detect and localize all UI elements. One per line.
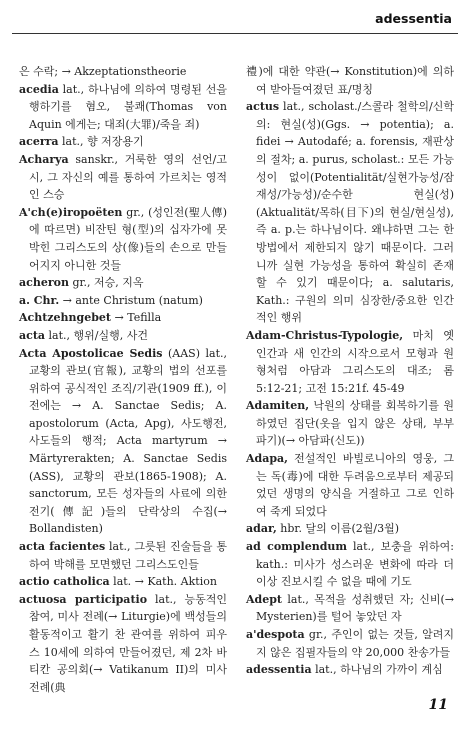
dictionary-entry [246,98,454,327]
dictionary-entry [246,626,454,661]
guide-word: adessentia [375,11,452,26]
headword: Adapa, [246,452,289,466]
dictionary-entry [19,538,227,573]
dictionary-entry [19,309,227,327]
definition: 낙원의 상태를 회복하기를 원하였던 집단(옷을 입지 않은 상태, 부부 파기)(→ 아담파(신도)) [256,399,454,448]
dictionary-entry [19,81,227,134]
headword: Adam-Christus-Typologie, [246,328,404,342]
header-rule [12,33,458,34]
dictionary-entry [19,63,227,81]
dictionary-entry [19,204,227,274]
right-column [246,63,454,679]
definition: lat., 능동적인 참여, 미사 전례(→ Liturgie)에 백성들의 활동적이고 활기 찬 관여를 위하여 피우스 10세에 의하여 만들어졌던, 제 2차 바티칸 공의회(→ Vatikanum II)의 미사 전례(典 [29,592,227,694]
dictionary-entry [246,591,454,626]
definition: 禮)에 대한 약관(→ Konstitution)에 의하여 받아들여졌던 표/명칭 [246,65,454,96]
left-column [19,63,227,696]
dictionary-entry [246,63,454,98]
headword: Adamiten, [246,399,310,413]
definition: lat., 향 저장용기 [58,135,144,149]
page-header [0,0,470,30]
dictionary-entry [19,345,227,539]
headword: a. Chr. [19,293,60,307]
dictionary-entry [19,274,227,292]
dictionary-entry [19,292,227,310]
headword: acheron [19,276,69,290]
definition: 은 수락; → Akzeptationstheorie [19,65,187,78]
definition: (AAS) lat., 교황의 관보(官報), 교황의 법의 선포를 위하여 공식적인 조직/기관(1909 ff.), 이전에는 → A. Sanctae Sedis; A. apostolorum (Acta, Apg), 사도행전, 사도들의 행적; Acta martyrum → Märtyrerakten; A. Sanctae Sedis (ASS), 교황의 관보(1865-1908); A. sanctorum, 모든 성자들의 사료에 의한 전기(傳記)들의 단락상의 수집(→ Bollandisten) [29,346,227,536]
definition: 마치 옛 인간과 새 인간의 시작으로서 모형과 원형처럼 아담과 그리스도의 대조; 롬 5:12-21; 고전 15:21f. 45-49 [256,328,454,395]
headword: actus [246,100,280,114]
definition: lat., 하나님의 가까이 계심 [311,663,443,677]
definition: lat., scholast./스콜라 철학의/신학의: 현실(성)(Ggs. → potentia); a. fidei → Autodafé; a. forensis, 재판상의 절차; a. purus, scholast.: 모든 가능성이 없이(Potentialität/실현가능성/잠재성/가능성)/순수한 현실(성)(Aktualität/목하(目下)의 현실/현실성), 즉 a. p.는 하나님이다. 왜냐하면 그는 한 방법에서 제한되지 않기 때문이다. 그러니까 실현 가능성을 통하여 확실히 존재할 수 있기 때문이다; a. salutaris, Kath.: 구원의 의미 심장한/중요한 인간적인 행위 [256,100,454,325]
dictionary-entry [19,327,227,345]
headword: adessentia [246,663,312,677]
headword: Acharya [19,152,69,166]
dictionary-entry [246,450,454,520]
definition: sanskr., 거룩한 영의 선언/고시, 그 자신의 예를 통하여 가르치는 영적인 스승 [29,152,227,202]
definition: gr., 주인이 없는 것들, 알려지지 않은 집필자들의 약 20,000 찬송가들 [256,628,454,659]
headword: adar, [246,522,277,536]
headword: Acta Apostolicae Sedis [19,346,163,360]
definition: lat., 하나님에 의하여 명령된 선을 행하기를 혐오, 불쾌(Thomas von Aquin 에게는; 대죄(大罪)/죽을 죄) [29,82,227,131]
dictionary-entry [246,538,454,591]
page-number: 11 [428,697,448,713]
definition: lat., 행위/실행, 사건 [45,328,148,342]
definition: gr., (성인전(聖人傳)에 따르면) 비잔틴 형(型)의 십자가에 못박힌 그리스도의 상(像)들의 손으로 만들어지지 아니한 것들 [29,205,227,272]
headword: actio catholica [19,575,110,589]
dictionary-entry [19,573,227,591]
definition: lat. → Kath. Aktion [109,575,217,589]
definition: hbr. 달의 이름(2월/3월) [276,522,399,536]
definition: → Tefilla [111,311,162,325]
headword: acerra [19,135,59,149]
headword: Adept [246,592,282,606]
headword: actuosa participatio [19,592,148,606]
definition: lat., 그릇된 진술들을 통하여 박해를 모면했던 그리스도인들 [29,540,227,571]
definition: gr., 저승, 지옥 [68,276,144,290]
dictionary-entry [246,327,454,397]
headword: Achtzehngebet [19,311,112,325]
headword: ad complendum [246,540,348,554]
definition: lat., 목적을 성취했던 자; 신비(→ Mysterien)를 털어 놓았던 자 [256,592,454,624]
dictionary-entry [246,661,454,679]
headword: acta facientes [19,540,106,554]
definition: → ante Christum (natum) [59,293,203,307]
headword: A'ch(e)iropoëten [19,205,123,219]
dictionary-entry [246,397,454,450]
dictionary-entry [19,591,227,697]
definition: 전설적인 바빌로니아의 영웅, 그는 독(毒)에 대한 두려움으로부터 제공되었던 생명의 양식을 거절하고 그로 인하여 죽게 되었다 [256,452,454,518]
dictionary-entry [19,151,227,204]
headword: a'despota [246,628,305,641]
dictionary-entry [246,520,454,538]
headword: acta [19,328,46,342]
dictionary-entry [19,133,227,151]
definition: lat., 보충을 위하여: kath.: 미사가 성스러운 변화에 따라 더 이상 진보시킬 수 없을 때에 기도 [256,540,454,589]
headword: acedia [19,82,59,96]
